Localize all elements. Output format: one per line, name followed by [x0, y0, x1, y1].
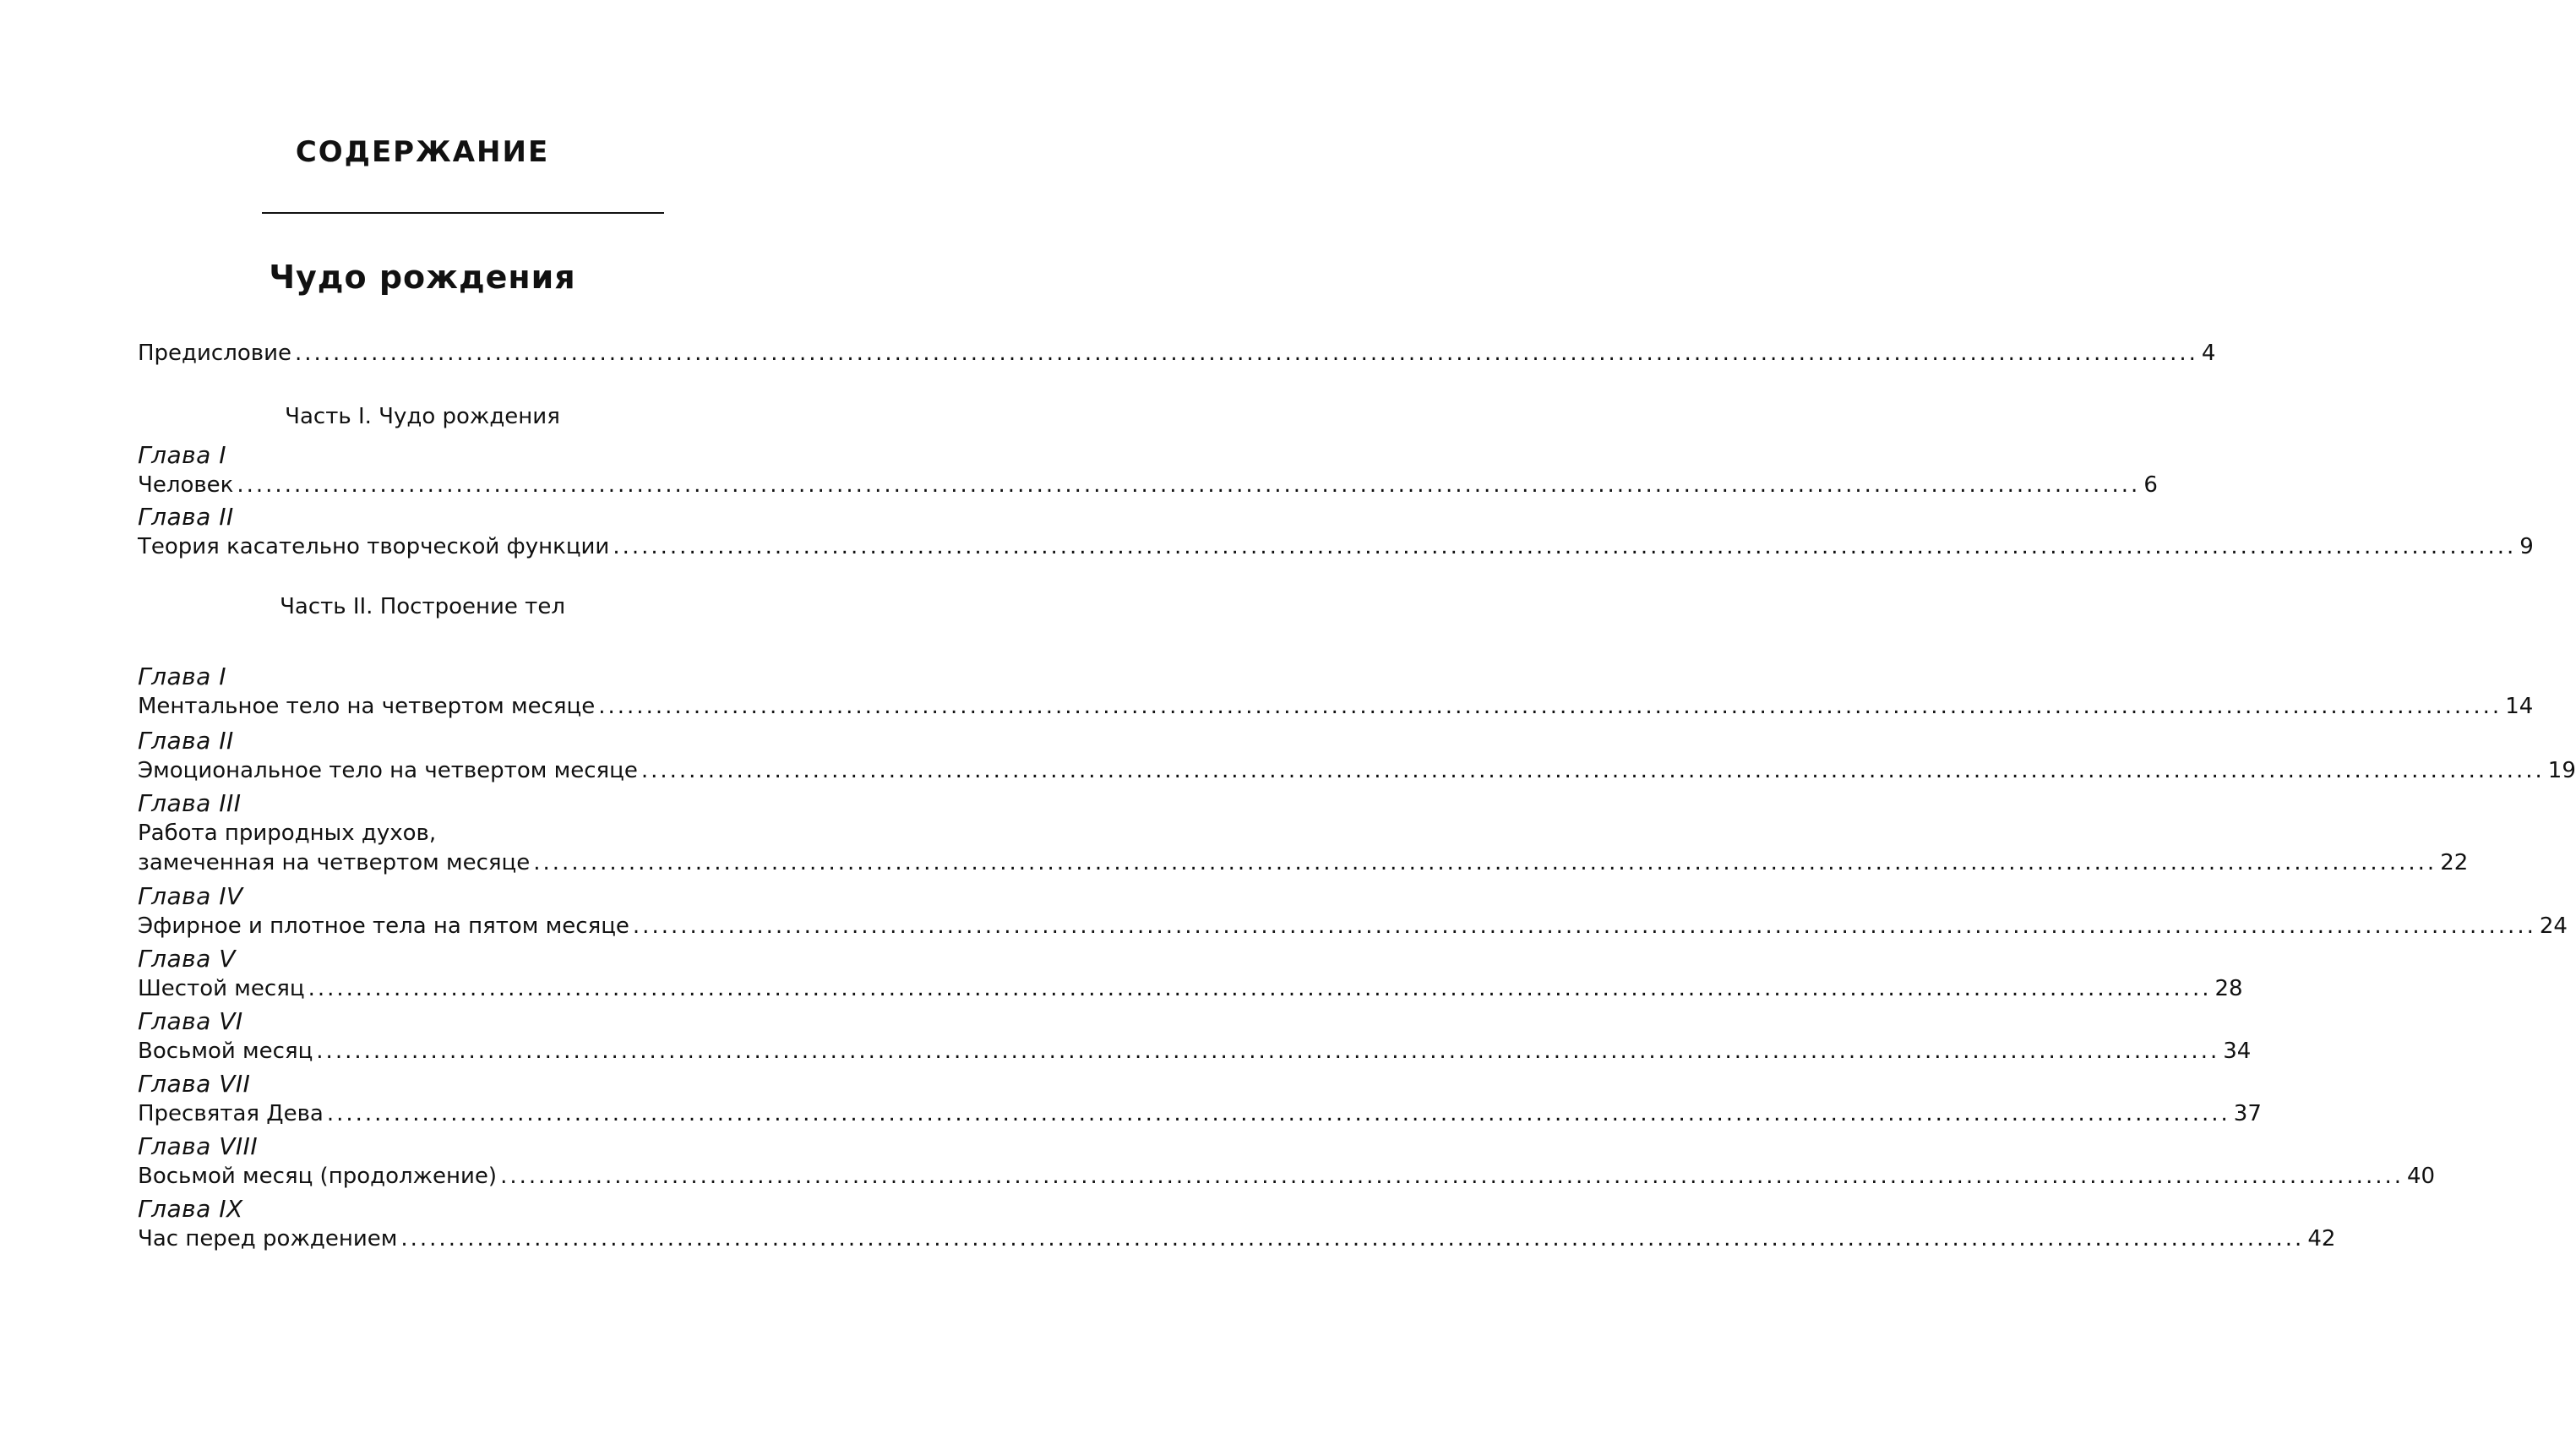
- entry-title: Предисловие: [138, 341, 291, 366]
- entry-title: Человек: [138, 472, 234, 498]
- entry-page: 24: [2539, 913, 2568, 939]
- toc-entry-preface[interactable]: [138, 340, 2216, 367]
- leader-dots: ........................................................................................................................................................................................................: [533, 850, 2437, 875]
- chapter-label: Глава VII: [138, 1070, 251, 1098]
- part-title: Часть I. Чудо рождения: [285, 404, 560, 429]
- entry-title: Теория касательно творческой функции: [138, 534, 610, 559]
- leader-dots: ........................................................................................................................................................................................................: [632, 913, 2536, 939]
- entry-page: 42: [2307, 1226, 2336, 1251]
- entry-page: 6: [2143, 472, 2158, 498]
- chapter-label: Глава V: [138, 945, 236, 973]
- leader-dots: ........................................................................................................................................................................................................: [326, 1101, 2230, 1126]
- toc-heading: СОДЕРЖАНИЕ: [295, 135, 550, 169]
- toc-entry[interactable]: [138, 533, 2534, 560]
- entry-page: 28: [2214, 976, 2243, 1001]
- chapter-label: Глава IX: [138, 1195, 243, 1223]
- entry-page: 4: [2201, 341, 2216, 366]
- leader-dots: ........................................................................................................................................................................................................: [640, 758, 2545, 783]
- toc-entry[interactable]: [138, 975, 2243, 1002]
- toc-entry[interactable]: [138, 472, 2158, 499]
- leader-dots: ........................................................................................................................................................................................................: [316, 1039, 2220, 1064]
- book-title: Чудо рождения: [269, 259, 576, 296]
- entry-title: Эфирное и плотное тела на пятом месяце: [138, 913, 629, 939]
- entry-title-line1: Работа природных духов,: [138, 821, 437, 846]
- leader-dots: ........................................................................................................................................................................................................: [400, 1226, 2305, 1251]
- leader-dots: ........................................................................................................................................................................................................: [308, 976, 2212, 1001]
- entry-title: Восьмой месяц (продолжение): [138, 1164, 498, 1189]
- chapter-label: Глава I: [138, 441, 226, 469]
- chapter-label: Глава I: [138, 662, 226, 690]
- entry-title: Шестой месяц: [138, 976, 305, 1001]
- entry-title: замеченная на четвертом месяце: [138, 850, 531, 875]
- chapter-label: Глава III: [138, 789, 242, 817]
- toc-entry[interactable]: [138, 1038, 2252, 1065]
- chapter-label: Глава II: [138, 727, 234, 755]
- entry-page: 9: [2519, 534, 2534, 559]
- entry-page: 14: [2505, 694, 2534, 719]
- entry-title: Эмоциональное тело на четвертом месяце: [138, 758, 638, 783]
- entry-page: 40: [2407, 1164, 2436, 1189]
- leader-dots: ........................................................................................................................................................................................................: [500, 1164, 2404, 1189]
- entry-page: 22: [2440, 850, 2469, 875]
- chapter-label: Глава II: [138, 503, 234, 531]
- chapter-label: Глава VIII: [138, 1132, 259, 1160]
- toc-entry[interactable]: [138, 757, 2576, 784]
- entry-title: Пресвятая Дева: [138, 1101, 324, 1126]
- entry-title: Час перед рождением: [138, 1226, 398, 1251]
- leader-dots: ........................................................................................................................................................................................................: [237, 472, 2141, 498]
- entry-page: 34: [2223, 1039, 2252, 1064]
- chapter-label: Глава VI: [138, 1007, 243, 1035]
- leader-dots: ........................................................................................................................................................................................................: [613, 534, 2517, 559]
- chapter-label: Глава IV: [138, 882, 243, 910]
- toc-entry[interactable]: [138, 1100, 2262, 1127]
- toc-entry[interactable]: [138, 913, 2568, 940]
- toc-entry[interactable]: [138, 849, 2469, 876]
- part-title: Часть II. Построение тел: [280, 594, 565, 619]
- entry-page: 19: [2547, 758, 2576, 783]
- entry-title: Восьмой месяц: [138, 1039, 313, 1064]
- toc-entry[interactable]: [138, 693, 2534, 720]
- leader-dots: ........................................................................................................................................................................................................: [598, 694, 2502, 719]
- entry-title: Ментальное тело на четвертом месяце: [138, 694, 596, 719]
- entry-page: 37: [2233, 1101, 2262, 1126]
- toc-entry[interactable]: [138, 1163, 2436, 1190]
- divider-rule: [262, 212, 664, 214]
- toc-entry[interactable]: [138, 1225, 2336, 1252]
- leader-dots: ........................................................................................................................................................................................................: [294, 341, 2198, 366]
